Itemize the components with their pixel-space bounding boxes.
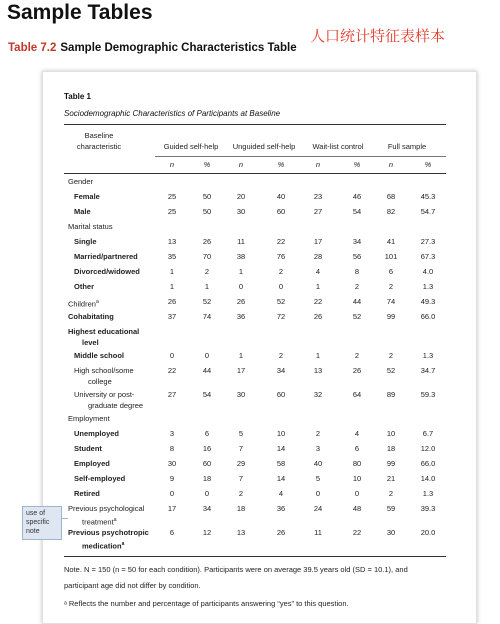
table-cell: 82 xyxy=(386,207,396,216)
table-cell: 52 xyxy=(352,312,362,321)
header-guided: Guided self-help xyxy=(163,142,219,151)
row-label: Single xyxy=(74,237,97,246)
bottom-rule xyxy=(64,556,446,557)
table-cell: 6 xyxy=(204,429,210,438)
table-cell: 35 xyxy=(167,252,177,261)
table-cell: 3 xyxy=(169,429,175,438)
row-label: Student xyxy=(74,444,102,453)
table-cell: 54 xyxy=(202,390,212,399)
table-cell: 17 xyxy=(236,366,246,375)
table-cell: 22 xyxy=(276,237,286,246)
table-cell: 26 xyxy=(276,528,286,537)
table-cell: 4 xyxy=(278,489,284,498)
table-cell: 72 xyxy=(276,312,286,321)
table-cell: 26 xyxy=(167,297,177,306)
table-cell: 40 xyxy=(313,459,323,468)
header-baseline: Baseline xyxy=(84,131,114,140)
table-cell: 1 xyxy=(238,351,244,360)
header-bottom-rule xyxy=(64,173,446,174)
table-cell: 22 xyxy=(313,297,323,306)
table-cell: 25 xyxy=(167,207,177,216)
table-cell: 99 xyxy=(386,312,396,321)
table-cell: 23 xyxy=(313,192,323,201)
table-cell: 13 xyxy=(167,237,177,246)
row-label: Gender xyxy=(68,177,94,186)
table-cell: 44 xyxy=(352,297,362,306)
table-cell: 25 xyxy=(167,192,177,201)
subheader-7: % xyxy=(424,160,432,169)
table-cell: 2 xyxy=(388,489,394,498)
table-cell: 1 xyxy=(238,267,244,276)
row-label-line2: graduate degree xyxy=(88,401,144,410)
table-cell: 6.7 xyxy=(422,429,434,438)
row-label: High school/some xyxy=(74,366,134,375)
table-cell: 34.7 xyxy=(420,366,436,375)
table-cell: 6 xyxy=(354,444,360,453)
table-cell: 0 xyxy=(278,282,284,291)
table-cell: 2 xyxy=(354,351,360,360)
table-cell: 2 xyxy=(278,351,284,360)
table-cell: 41 xyxy=(386,237,396,246)
footnote-marker: a xyxy=(121,541,125,547)
table-cell: 30 xyxy=(236,207,246,216)
row-label: Retired xyxy=(74,489,100,498)
table-cell: 76 xyxy=(276,252,286,261)
row-label: Employed xyxy=(74,459,110,468)
table-cell: 4 xyxy=(354,429,360,438)
table-cell: 30 xyxy=(386,528,396,537)
header-characteristic: characteristic xyxy=(76,142,122,151)
top-rule xyxy=(64,124,446,125)
table-cell: 34 xyxy=(202,504,212,513)
table-cell: 32 xyxy=(313,390,323,399)
header-waitlist: Wait-list control xyxy=(312,142,364,151)
table-cell: 30 xyxy=(167,459,177,468)
table-cell: 26 xyxy=(236,297,246,306)
table-cell: 36 xyxy=(276,504,286,513)
row-label-line2: college xyxy=(88,377,112,386)
row-label: Previous psychotropic xyxy=(68,528,149,537)
table-cell: 37 xyxy=(167,312,177,321)
table-cell: 26 xyxy=(352,366,362,375)
row-label: Marital status xyxy=(68,222,113,231)
table-cell: 2 xyxy=(388,282,394,291)
table-cell: 64 xyxy=(352,390,362,399)
table-cell: 24 xyxy=(313,504,323,513)
table-cell: 27.3 xyxy=(420,237,436,246)
table-cell: 30 xyxy=(236,390,246,399)
table-cell: 28 xyxy=(313,252,323,261)
table-cell: 74 xyxy=(202,312,212,321)
table-cell: 0 xyxy=(204,351,210,360)
table-cell: 60 xyxy=(276,390,286,399)
table-cell: 66.0 xyxy=(420,459,436,468)
table-cell: 50 xyxy=(202,192,212,201)
table-cell: 5 xyxy=(238,429,244,438)
table-cell: 10 xyxy=(352,474,362,483)
table-cell: 22 xyxy=(352,528,362,537)
table-cell: 12.0 xyxy=(420,444,436,453)
table-cell: 17 xyxy=(167,504,177,513)
row-label: Married/partnered xyxy=(74,252,138,261)
table-heading-text: Sample Demographic Characteristics Table xyxy=(60,42,297,54)
table-cell: 44 xyxy=(202,366,212,375)
table-cell: 80 xyxy=(352,459,362,468)
table-cell: 68 xyxy=(386,192,396,201)
table-cell: 1.3 xyxy=(422,282,434,291)
table-cell: 60 xyxy=(202,459,212,468)
row-label: Employment xyxy=(68,414,110,423)
table-cell: 46 xyxy=(352,192,362,201)
table-label: Table 1 xyxy=(64,92,91,101)
table-cell: 27 xyxy=(167,390,177,399)
table-cell: 4.0 xyxy=(422,267,434,276)
table-cell: 54.7 xyxy=(420,207,436,216)
table-cell: 0 xyxy=(315,489,321,498)
row-label: Previous psychological xyxy=(68,504,145,513)
table-cell: 59.3 xyxy=(420,390,436,399)
table-cell: 6 xyxy=(388,267,394,276)
table-cell: 22 xyxy=(167,366,177,375)
table-cell: 2 xyxy=(388,351,394,360)
table-cell: 58 xyxy=(276,459,286,468)
table-note-2: participant age did not differ by condition. xyxy=(64,581,201,590)
table-cell: 60 xyxy=(276,207,286,216)
table-cell: 56 xyxy=(352,252,362,261)
table-cell: 52 xyxy=(202,297,212,306)
table-cell: 14 xyxy=(276,474,286,483)
table-cell: 34 xyxy=(352,237,362,246)
table-cell: 0 xyxy=(238,282,244,291)
table-cell: 38 xyxy=(236,252,246,261)
subheader-0: n xyxy=(169,160,175,169)
table-heading xyxy=(8,42,297,54)
table-cell: 17 xyxy=(313,237,323,246)
row-label-line2: level xyxy=(82,338,99,347)
table-cell: 101 xyxy=(384,252,398,261)
table-cell: 1 xyxy=(169,282,175,291)
table-cell: 2 xyxy=(238,489,244,498)
table-cell: 29 xyxy=(236,459,246,468)
header-group-rule xyxy=(155,156,446,157)
table-cell: 66.0 xyxy=(420,312,436,321)
table-cell: 48 xyxy=(352,504,362,513)
table-cell: 49.3 xyxy=(420,297,436,306)
table-cell: 0 xyxy=(169,351,175,360)
table-cell: 21 xyxy=(386,474,396,483)
table-cell: 13 xyxy=(236,528,246,537)
footnote-marker: a xyxy=(95,299,99,305)
row-label: Male xyxy=(74,207,91,216)
table-cell: 1 xyxy=(169,267,175,276)
footnote-marker: a xyxy=(113,517,117,523)
table-cell: 13 xyxy=(313,366,323,375)
row-label: Other xyxy=(74,282,95,291)
table-number: Table 7.2 xyxy=(8,42,57,54)
subheader-1: % xyxy=(203,160,211,169)
row-label-line2: medication$^a$ xyxy=(82,541,125,551)
table-cell: 59 xyxy=(386,504,396,513)
header-full: Full sample xyxy=(387,142,427,151)
table-cell: 39.3 xyxy=(420,504,436,513)
table-cell: 8 xyxy=(354,267,360,276)
row-label: Cohabitating xyxy=(68,312,114,321)
table-cell: 18 xyxy=(386,444,396,453)
table-cell: 8 xyxy=(169,444,175,453)
row-label: Unemployed xyxy=(74,429,120,438)
row-label: Self-employed xyxy=(74,474,126,483)
table-cell: 11 xyxy=(237,237,245,246)
page-title: Sample Tables xyxy=(7,1,153,24)
row-label-line2: treatment$^a$ xyxy=(82,517,117,527)
table-cell: 0 xyxy=(204,489,210,498)
table-cell: 67.3 xyxy=(420,252,436,261)
table-cell: 11 xyxy=(314,528,322,537)
table-cell: 99 xyxy=(386,459,396,468)
table-cell: 70 xyxy=(202,252,212,261)
table-cell: 6 xyxy=(169,528,175,537)
row-label: Female xyxy=(74,192,100,201)
table-caption: Sociodemographic Characteristics of Participants at Baseline xyxy=(64,109,281,118)
table-cell: 74 xyxy=(386,297,396,306)
table-cell: 26 xyxy=(313,312,323,321)
subheader-6: n xyxy=(388,160,394,169)
callout-line xyxy=(62,518,68,519)
table-cell: 0 xyxy=(354,489,360,498)
table-cell: 9 xyxy=(169,474,175,483)
table-cell: 3 xyxy=(315,444,321,453)
table-cell: 1 xyxy=(315,282,321,291)
table-cell: 54 xyxy=(352,207,362,216)
row-label: Highest educational xyxy=(68,327,140,336)
table-cell: 10 xyxy=(276,429,286,438)
callout-note: use of specific note xyxy=(22,506,62,540)
row-label: Children$^a$ xyxy=(68,299,99,309)
table-cell: 7 xyxy=(238,444,244,453)
table-cell: 5 xyxy=(315,474,321,483)
table-cell: 89 xyxy=(386,390,396,399)
table-cell: 27 xyxy=(313,207,323,216)
table-cell: 10 xyxy=(386,429,396,438)
table-cell: 18 xyxy=(202,474,212,483)
subheader-2: n xyxy=(238,160,244,169)
table-cell: 1.3 xyxy=(422,351,434,360)
table-cell: 7 xyxy=(238,474,244,483)
table-cell: 16 xyxy=(202,444,212,453)
subheader-3: % xyxy=(277,160,285,169)
table-cell: 2 xyxy=(278,267,284,276)
table-cell: 1 xyxy=(315,351,321,360)
table-cell: 2 xyxy=(204,267,210,276)
table-cell: 0 xyxy=(169,489,175,498)
table-cell: 14.0 xyxy=(420,474,436,483)
table-note: Note. N = 150 (n = 50 for each condition). Participants were on average 39.5 years old (SD = 10.1), and xyxy=(64,565,408,574)
table-cell: 18 xyxy=(236,504,246,513)
table-cell: 45.3 xyxy=(420,192,436,201)
row-label: Middle school xyxy=(74,351,125,360)
table-cell: 20.0 xyxy=(420,528,436,537)
table-cell: 12 xyxy=(202,528,212,537)
table-cell: 50 xyxy=(202,207,212,216)
table-footnote: ᵃ Reflects the number and percentage of participants answering “yes” to this question. xyxy=(64,599,349,608)
subheader-4: n xyxy=(315,160,321,169)
header-unguided: Unguided self-help xyxy=(232,142,296,151)
table-cell: 20 xyxy=(236,192,246,201)
table-cell: 52 xyxy=(276,297,286,306)
table-cell: 2 xyxy=(354,282,360,291)
table-cell: 34 xyxy=(276,366,286,375)
table-cell: 1 xyxy=(204,282,210,291)
table-cell: 36 xyxy=(236,312,246,321)
table-cell: 1.3 xyxy=(422,489,434,498)
table-cell: 2 xyxy=(315,429,321,438)
table-cell: 26 xyxy=(202,237,212,246)
row-label: University or post- xyxy=(74,390,135,399)
table-cell: 14 xyxy=(276,444,286,453)
row-label: Divorced/widowed xyxy=(74,267,140,276)
table-cell: 52 xyxy=(386,366,396,375)
chinese-title: 人口统计特征表样本 xyxy=(310,27,446,45)
table-cell: 4 xyxy=(315,267,321,276)
subheader-5: % xyxy=(353,160,361,169)
table-cell: 40 xyxy=(276,192,286,201)
